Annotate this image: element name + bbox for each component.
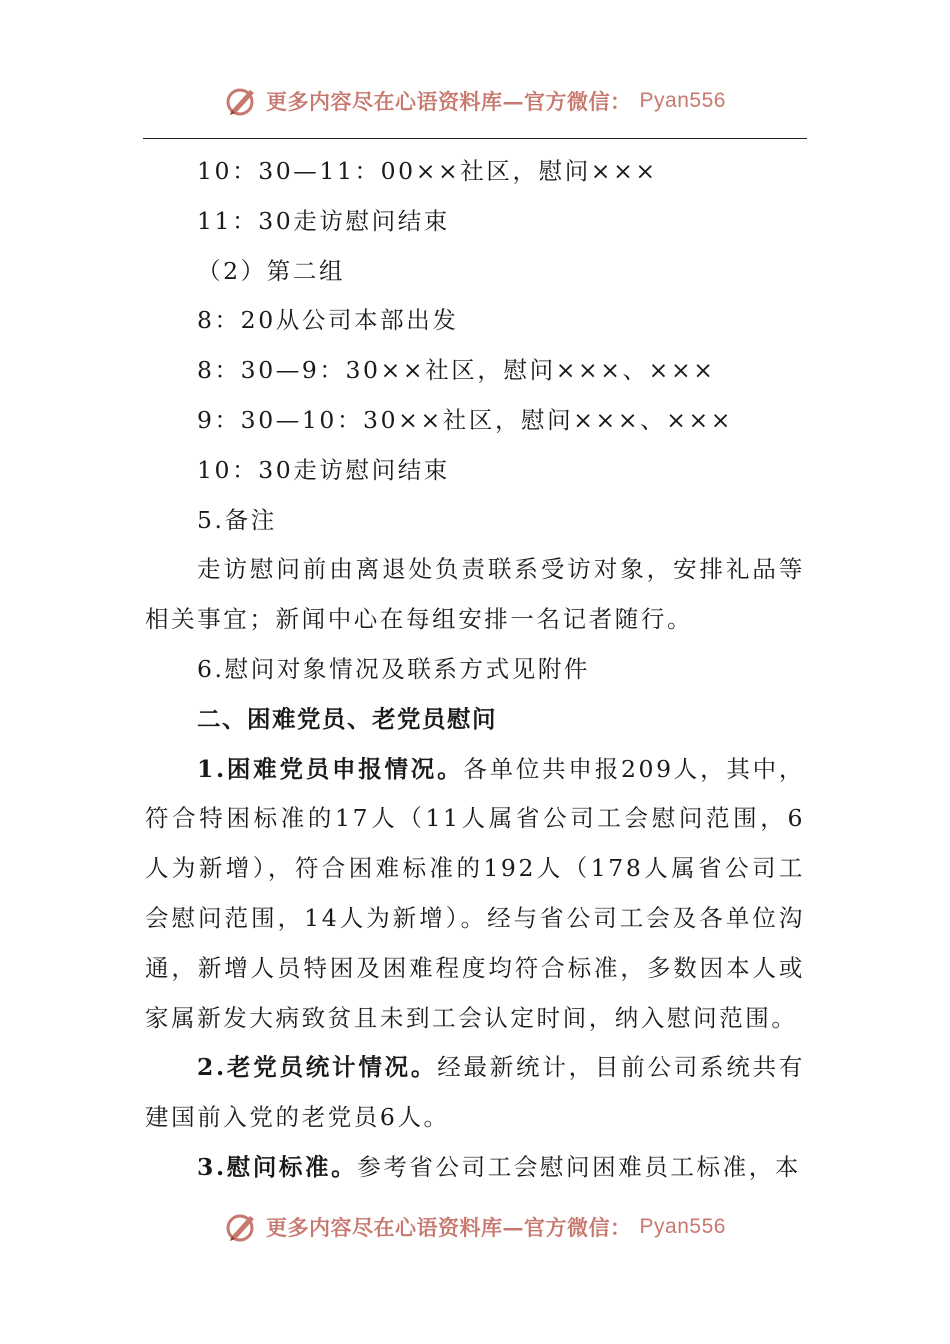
- paragraph-body: 参考省公司工会慰问困难员工标准，本: [357, 1152, 801, 1181]
- watermark-contact: Pyan556: [639, 1215, 726, 1238]
- paragraph-veteran-members: [145, 1043, 805, 1143]
- attachment-note: 6.慰问对象情况及联系方式见附件: [197, 654, 591, 683]
- section-heading: 二、困难党员、老党员慰问: [197, 704, 497, 733]
- schedule-line: 10：30走访慰问结束: [197, 455, 450, 484]
- schedule-line: 10：30—11：00××社区，慰问×××: [197, 157, 658, 185]
- watermark-text: 更多内容尽在心语资料库—官方微信：: [266, 1215, 632, 1240]
- paragraph-lead: 1.困难党员申报情况。: [197, 754, 464, 783]
- schedule-line: 11：30走访慰问结束: [197, 206, 450, 235]
- paragraph-body: 各单位共申报209人，其中，符合特困标准的17人（11人属省公司工会慰问范围，6人为新增），符合困难标准的192人（178人属省公司工会慰问范围，14人为新增）。经与省公司工会及各单位沟通，新增人员特困及困难程度均符合标准，多数因本人或家属新发大病致贫且未到工会认定时间，纳入慰问范围。: [145, 754, 805, 1032]
- body-content: [145, 147, 805, 1193]
- paragraph-standards: [145, 1143, 805, 1193]
- footer-watermark: [0, 1210, 950, 1244]
- paragraph-body: 经最新统计，目前公司系统共有建国前入党的老党员6人。: [145, 1053, 805, 1132]
- watermark-text: 更多内容尽在心语资料库—官方微信：: [266, 89, 632, 114]
- paragraph-difficult-members: [145, 745, 805, 1044]
- header-watermark: [0, 84, 950, 118]
- schedule-line: 9：30—10：30××社区，慰问×××、×××: [197, 405, 734, 434]
- paragraph-lead: 2.老党员统计情况。: [197, 1053, 438, 1082]
- paragraph-lead: 3.慰问标准。: [197, 1152, 358, 1181]
- remarks-heading: 5.备注: [197, 505, 277, 534]
- pen-logo-icon: [224, 1210, 258, 1244]
- pen-logo-icon: [224, 84, 258, 118]
- schedule-line: 8：30—9：30××社区，慰问×××、×××: [197, 356, 716, 385]
- header-divider: [143, 138, 807, 139]
- schedule-line: 8：20从公司本部出发: [197, 306, 459, 335]
- remarks-paragraph: 走访慰问前由离退处负责联系受访对象，安排礼品等相关事宜；新闻中心在每组安排一名记者随行。: [145, 555, 805, 634]
- group-heading: （2）第二组: [197, 256, 346, 285]
- watermark-contact: Pyan556: [639, 89, 726, 112]
